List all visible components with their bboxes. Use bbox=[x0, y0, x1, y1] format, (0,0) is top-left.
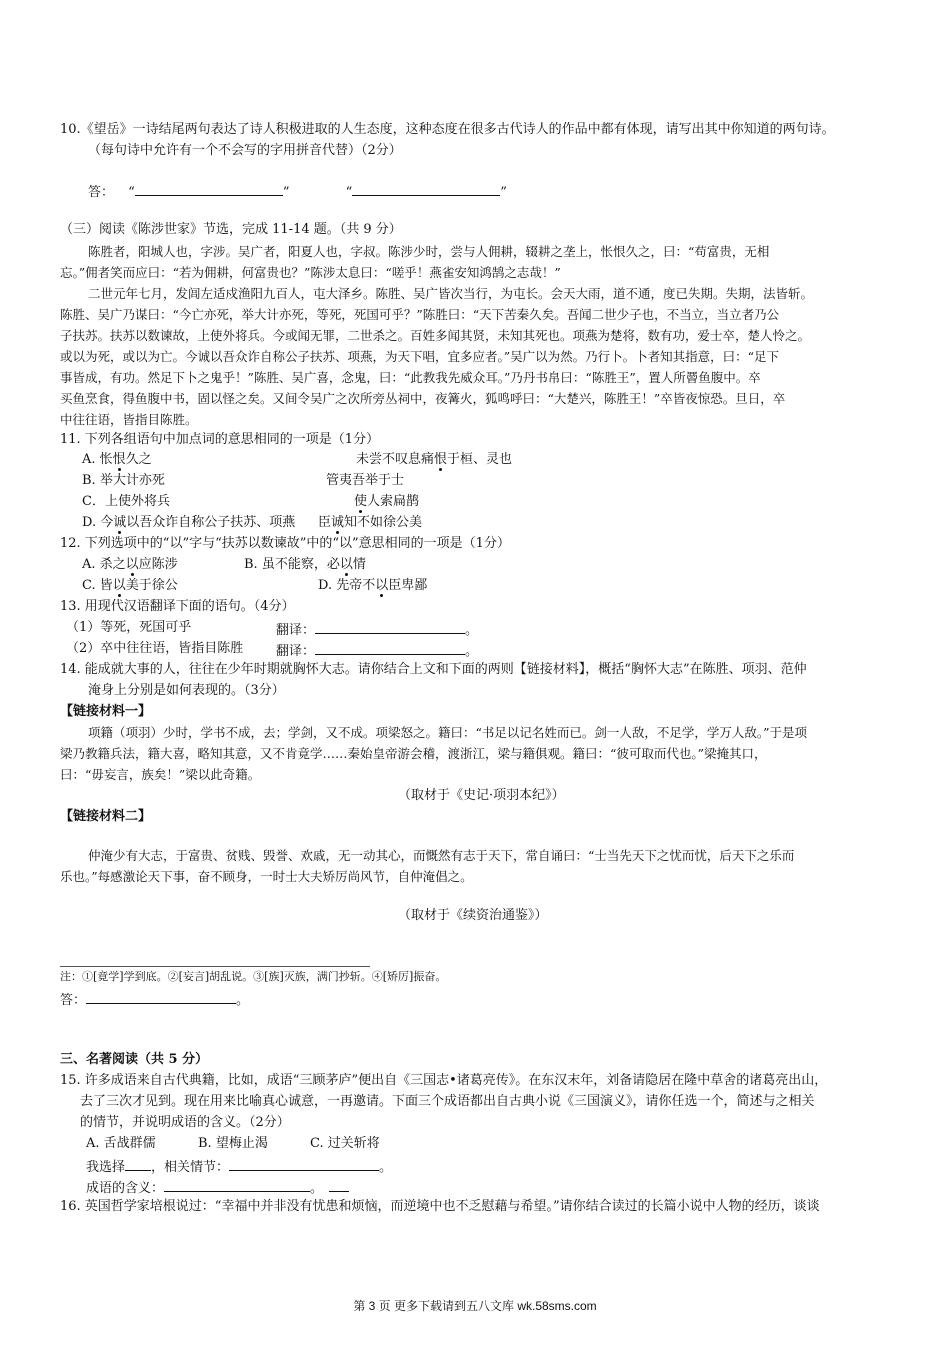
q14-answer-blank[interactable] bbox=[86, 990, 236, 1004]
passage-line: 买鱼烹食，得鱼腹中书，固以怪之矣。又间令吴广之次所旁丛祠中，夜篝火，狐鸣呼曰：“大楚兴，陈胜王！”卒皆夜惊恐。旦日，卒 bbox=[60, 391, 786, 406]
q13-sentence-2: （2）卒中往往语，皆指目陈胜 bbox=[66, 641, 244, 656]
passage-line: 中往往语，皆指目陈胜。 bbox=[60, 412, 198, 427]
q12-option-c[interactable]: C. 皆以美于徐公 bbox=[82, 578, 178, 593]
q13-translate-1: 翻译： 。 bbox=[276, 620, 478, 639]
q10-line1: 10.《望岳》一诗结尾两句表达了诗人积极进取的人生态度，这种态度在很多古代诗人的作品中都有体现，请写出其中你知道的两句诗。 bbox=[60, 122, 835, 137]
q14-note: 注：①[竟学]学到底。②[妄言]胡乱说。③[族]灭族，满门抄斩。④[矫厉]振奋。 bbox=[60, 970, 447, 983]
passage-line: 二世元年七月，发闾左适戍渔阳九百人，屯大泽乡。陈胜、吴广皆次当行，为屯长。会天大雨，道不通，度已失期。失期，法皆斩。 bbox=[88, 286, 814, 301]
q15-line2: 去了三次才见到。现在用来比喻真心诚意，一再邀请。下面三个成语都出自古典小说《三国演义》，请你任选一个，简述与之相关 bbox=[80, 1094, 815, 1109]
q15-choose-row: 我选择 ，相关情节： 。 bbox=[86, 1157, 392, 1176]
material-2-title: 【链接材料二】 bbox=[60, 809, 152, 824]
q15-extra-blank bbox=[329, 1178, 349, 1192]
q11-option-b-left[interactable]: B. 举大计亦死 bbox=[82, 473, 165, 488]
q15-plot-blank[interactable] bbox=[229, 1157, 379, 1171]
q13-translate-2: 翻译： 。 bbox=[276, 641, 478, 660]
q10-blank-2[interactable] bbox=[352, 182, 500, 196]
material-1-source: （取材于《史记·项羽本纪》） bbox=[398, 788, 565, 803]
passage-line: 子扶苏。扶苏以数谏故，上使外将兵。今或闻无罪，二世杀之。百姓多闻其贤，未知其死也。项燕为楚将，数有功，爱士卒，楚人怜之。 bbox=[60, 328, 811, 343]
q15-option-c[interactable]: C. 过关斩将 bbox=[310, 1136, 380, 1151]
material-1-line: 项籍（项羽）少时，学书不成，去；学剑，又不成。项梁怒之。籍曰：“书足以记名姓而已。剑一人敌，不足学，学万人敌。”于是项 bbox=[88, 725, 808, 740]
material-1-line: 曰：“毋妄言，族矣！”梁以此奇籍。 bbox=[60, 767, 261, 782]
q13-stem: 13. 用现代汉语翻译下面的语句。（4分） bbox=[60, 599, 295, 614]
passage-line: 陈胜者，阳城人也，字涉。吴广者，阳夏人也，字叔。陈涉少时，尝与人佣耕，辍耕之垄上，怅恨久之，曰：“苟富贵，无相 bbox=[88, 244, 770, 259]
material-2-source: （取材于《续资治通鉴》） bbox=[398, 908, 548, 923]
passage-line: 忘。”佣者笑而应曰：“若为佣耕，何富贵也？”陈涉太息曰：“嗟乎！燕雀安知鸿鹄之志哉！” bbox=[60, 265, 561, 280]
q11-option-d-right: 臣诚知不如徐公美 bbox=[318, 515, 423, 530]
quote-close: ” bbox=[500, 185, 507, 200]
q14-answer-row: 答： 。 bbox=[60, 990, 249, 1009]
q16-line1: 16. 英国哲学家培根说过：“幸福中并非没有忧患和烦恼，而逆境中也不乏慰藉与希望。”请你结合读过的长篇小说中人物的经历，谈谈 bbox=[60, 1199, 820, 1214]
q11-option-d-left[interactable]: D. 今诚以吾众诈自称公子扶苏、项燕 bbox=[82, 515, 296, 530]
q12-option-a[interactable]: A. 杀之以应陈涉 bbox=[82, 557, 178, 572]
q15-option-a[interactable]: A. 舌战群儒 bbox=[86, 1136, 156, 1151]
q10-answer-row bbox=[88, 182, 507, 201]
q12-option-b[interactable]: B. 虽不能察，必以情 bbox=[244, 557, 366, 572]
q10-blank-1[interactable] bbox=[135, 182, 283, 196]
quote-open: “ bbox=[345, 185, 353, 200]
q15-option-b[interactable]: B. 望梅止渴 bbox=[198, 1136, 268, 1151]
q10-line2: （每句诗中允许有一个不会写的字用拼音代替）（2分） bbox=[88, 143, 402, 158]
q13-blank-1[interactable] bbox=[315, 620, 465, 634]
q11-option-b-right: 管夷吾举于士 bbox=[326, 473, 405, 488]
material-2-line: 乐也。”每感激论天下事，奋不顾身，一时士大夫矫厉尚风节，自仲淹倡之。 bbox=[60, 869, 473, 884]
q11-option-a-left[interactable]: A. 怅恨久之 bbox=[82, 452, 152, 467]
q12-option-d[interactable]: D. 先帝不以臣卑鄙 bbox=[318, 578, 428, 593]
page-footer: 第 3 页 更多下载请到五八文库 wk.58sms.com bbox=[353, 1299, 597, 1313]
q15-meaning-row: 成语的含义： 。 bbox=[86, 1178, 349, 1197]
material-1-line: 梁乃教籍兵法，籍大喜，略知其意，又不肯竟学……秦始皇帝游会稽，渡浙江，梁与籍俱观。籍曰：“彼可取而代也。”梁掩其口， bbox=[60, 746, 767, 761]
q15-choice-blank[interactable] bbox=[125, 1157, 151, 1171]
q13-sentence-1: （1）等死，死国可乎 bbox=[66, 620, 192, 635]
answer-label: 答： bbox=[88, 185, 115, 200]
q11-stem: 11. 下列各组语句中加点词的意思相同的一项是（1分） bbox=[60, 432, 380, 447]
q11-option-c-right: 使人索扁鹊 bbox=[354, 494, 420, 509]
passage-line: 陈胜、吴广乃谋曰：“今亡亦死，举大计亦死，等死，死国可乎？”陈胜曰：“天下苦秦久矣。吾闻二世少子也，不当立，当立者乃公 bbox=[60, 307, 780, 322]
material-2-line: 仲淹少有大志，于富贵、贫贱、毁誉、欢戚，无一动其心，而慨然有志于天下，常自诵曰：“士当先天下之忧而忧，后天下之乐而 bbox=[88, 848, 795, 863]
q11-option-c-left[interactable]: C．上使外将兵 bbox=[82, 494, 170, 509]
q14-line2: 淹身上分别是如何表现的。（3分） bbox=[88, 683, 285, 698]
q11-option-a-right: 未尝不叹息痛恨于桓、灵也 bbox=[356, 452, 513, 467]
q15-line3: 的情节，并说明成语的含义。（2分） bbox=[80, 1115, 290, 1130]
note-divider bbox=[60, 966, 370, 967]
material-1-title: 【链接材料一】 bbox=[60, 704, 152, 719]
section3-title: （三）阅读《陈涉世家》节选，完成 11-14 题。（共 9 分） bbox=[60, 222, 402, 237]
quote-close: ” bbox=[282, 185, 290, 200]
q15-meaning-blank[interactable] bbox=[164, 1178, 310, 1192]
passage-line: 事皆成，有功。然足下卜之鬼乎！”陈胜、吴广喜，念鬼，曰：“此教我先威众耳。”乃丹书帛曰：“陈胜王”，置人所罾鱼腹中。卒 bbox=[60, 370, 761, 385]
passage-line: 或以为死，或以为亡。今诚以吾众诈自称公子扶苏、项燕，为天下唱，宜多应者。”吴广以为然。乃行卜。卜者知其指意，曰：“足下 bbox=[60, 349, 780, 364]
section-mingzhu-title: 三、名著阅读（共 5 分） bbox=[60, 1052, 209, 1067]
q14-line1: 14. 能成就大事的人，往往在少年时期就胸怀大志。请你结合上文和下面的两则【链接材料】，概括“胸怀大志”在陈胜、项羽、范仲 bbox=[60, 662, 807, 677]
q12-stem: 12. 下列选项中的“以”字与“扶苏以数谏故”中的“以”意思相同的一项是（1分） bbox=[60, 536, 510, 551]
q15-line1: 15. 许多成语来自古代典籍，比如，成语“三顾茅庐”便出自《三国志•诸葛亮传》。在东汉末年，刘备请隐居在隆中草舍的诸葛亮出山， bbox=[60, 1073, 828, 1088]
q13-blank-2[interactable] bbox=[315, 641, 465, 655]
quote-open: “ bbox=[128, 185, 135, 200]
